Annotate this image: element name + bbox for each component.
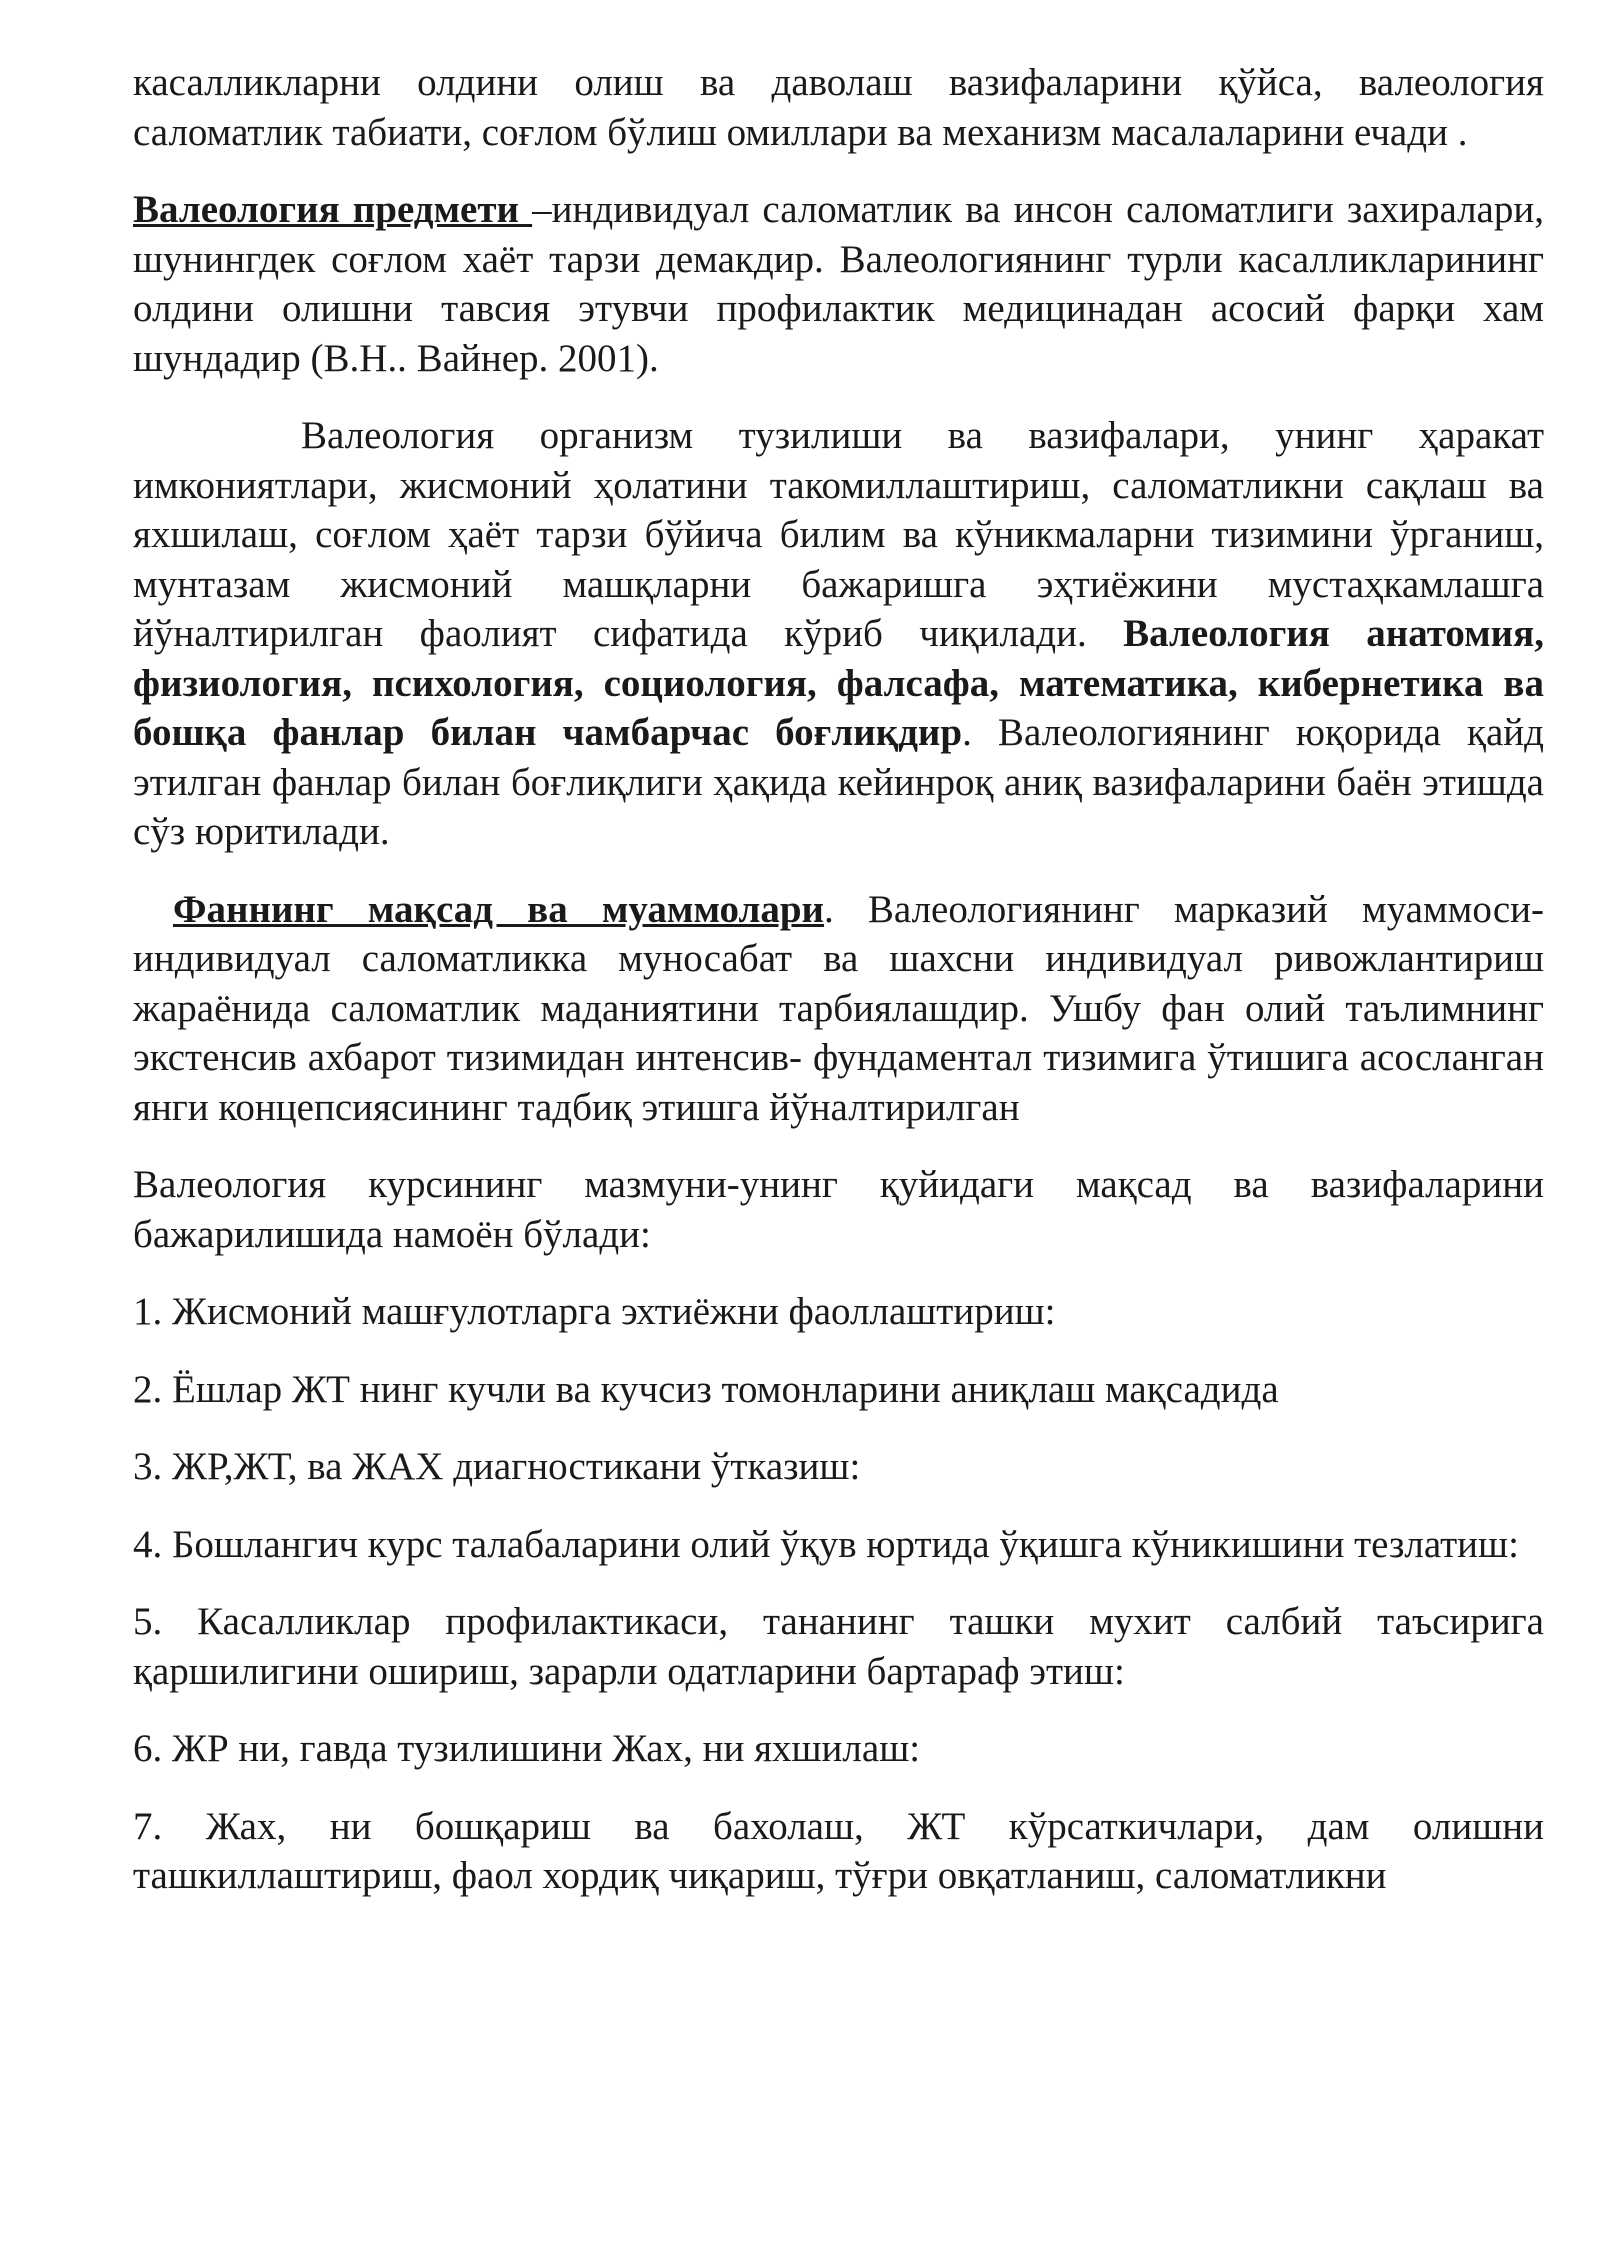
paragraph-intro [133,58,1544,157]
list-item: 3. ЖР,ЖТ, ва ЖАХ диагностикани ўтказиш: [133,1445,861,1488]
paragraph-text: касалликларни олдини олиш ва даволаш вазифаларини қўйса, валеология саломатлик табиати, соғлом бўлиш омиллари ва механизм масалаларини ечади . [133,61,1544,154]
paragraph-text-tail: . Валеологиянинг юқорида қайд этилган фанлар билан боғлиқлиги ҳақида кейинроқ аниқ вазифаларини баён этишда сўз юритилади. [133,711,1544,853]
paragraph-valeology-subject [133,185,1544,383]
section-heading: Валеология предмети [133,188,533,231]
list-item: 2. Ёшлар ЖТ нинг кучли ва кучсиз томонларини аниқлаш мақсадида [133,1367,1279,1411]
paragraph-text: –индивидуал саломатлик ва инсон саломатлиги захиралари, шунингдек соғлом хаёт тарзи демакдир. Валеологиянинг турли касалликларининг олдини олишни тавсия этувчи профилактик медицинадан асосий фарқи хам шундадир (В.Н.. Вайнер. 2001). [133,188,1544,380]
list-item: 4. Бошлангич курс талабаларини олий ўқув юртида ўқишга кўникишини тезлатиш: [133,1522,1519,1566]
paragraph-text: Валеология курсининг мазмуни-унинг қуйидаги мақсад ва вазифаларини бажарилишида намоён бўлади: [133,1163,1544,1256]
bold-statement: Валеология анатомия, физиология, психология, социология, фалсафа, математика, кибернетика ва бошқа фанлар билан чамбарчас боғлиқдир [133,612,1544,754]
list-item: 7. Жах, ни бошқариш ва бахолаш, ЖТ кўрсаткичлари, дам олишни ташкиллаштириш, фаол хордиқ чиқариш, тўғри овқатланиш, саломатликни [133,1804,1544,1897]
paragraph-text: Валеология организм тузилиши ва вазифалари, унинг ҳаракат имкониятлари, жисмоний ҳолатини такомиллаштириш, саломатликни сақлаш ва яхшилаш, соғлом ҳаёт тарзи бўйича билим ва кўникмаларни тизимини ўрганиш, мунтазам жисмоний машқларни бажаришга эҳтиёжини мустаҳкамлашга йўналтирилган фаолият сифатида кўриб чиқилади. [133,414,1544,655]
paragraph-course-content [133,1160,1544,1259]
list-item: 5. Касалликлар профилактикаси, тананинг ташки мухит салбий таъсирига қаршилигини ошириш, зарарли одатларини бартараф этиш: [133,1600,1544,1693]
paragraph-valeology-definition [133,411,1544,857]
paragraph-text: . Валеологиянинг марказий муаммоси- индивидуал саломатликка муносабат ва шахсни индивидуал ривожлантириш жараёнида саломатлик маданиятини тарбиялашдир. Ушбу фан олий таълимнинг экстенсив ахбарот тизимидан интенсив- фундаментал тизимига ўтишига асосланган янги концепсиясининг тадбиқ этишга йўналтирилган [133,887,1544,1129]
paragraph-goals-problems [133,885,1544,1133]
list-item: 1. Жисмоний машғулотларга эхтиёжни фаоллаштириш: [133,1290,1056,1333]
section-heading: Фаннинг мақсад ва муаммолари [173,887,825,931]
document-page [133,58,1544,1929]
list-item: 6. ЖР ни, гавда тузилишини Жах, ни яхшилаш: [133,1727,921,1770]
